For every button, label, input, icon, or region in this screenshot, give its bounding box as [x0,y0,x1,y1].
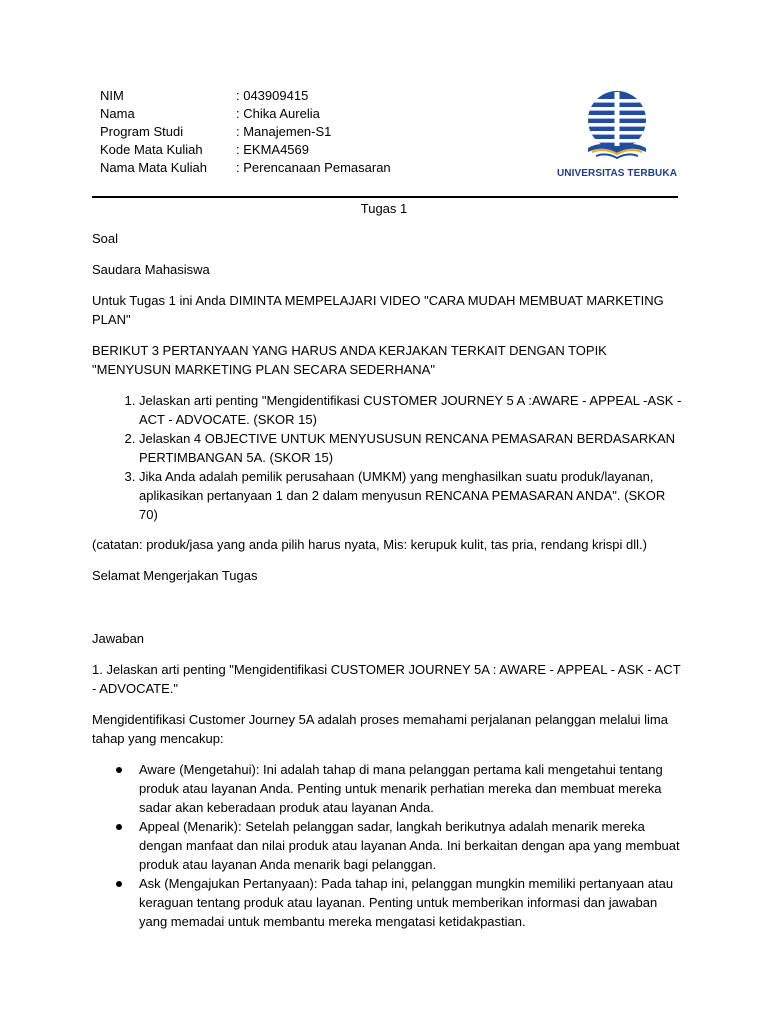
questions-lead: BERIKUT 3 PERTANYAAN YANG HARUS ANDA KERJAKAN TERKAIT DENGAN TOPIK "MENYUSUN MARKETING PLAN SECARA SEDERHANA" [92,343,607,377]
info-value: : Chika Aurelia [236,106,320,121]
info-label: Nama [100,106,135,121]
info-row-nama [100,105,391,123]
question-item: 2. Jelaskan 4 OBJECTIVE UNTUK MENYUSUSUN RENCANA PEMASARAN BERDASARKAN PERTIMBANGAN 5A. (SKOR 15) [139,429,682,467]
logo-text: UNIVERSITAS TERBUKA [556,168,678,179]
info-label: NIM [100,88,124,103]
info-value: : Manajemen-S1 [236,124,332,139]
note: (catatan: produk/jasa yang anda pilih harus nyata, Mis: kerupuk kulit, tas pria, rendang krispi dll.) [92,537,647,552]
greeting: Saudara Mahasiswa [92,262,210,277]
bullet-text: Appeal (Menarik): Setelah pelanggan sadar, langkah berikutnya adalah menarik mereka dengan manfaat dan nilai produk atau layanan Anda. Ini berkaitan dengan apa yang membuat produk atau layanan Anda menarik bagi pelanggan. [139,819,680,872]
globe-book-icon [582,90,652,162]
closing: Selamat Mengerjakan Tugas [92,568,258,583]
info-value: : 043909415 [236,88,309,103]
list-item [139,760,682,817]
document-body [92,229,682,931]
jawaban-heading: Jawaban [92,631,145,646]
question-list [92,391,682,524]
answer-intro: Mengidentifikasi Customer Journey 5A adalah proses memahami perjalanan pelanggan melalui lima tahap yang mencakup: [92,712,668,746]
bullet-icon [116,767,122,773]
bullet-text: Ask (Mengajukan Pertanyaan): Pada tahap ini, pelanggan mungkin memiliki pertanyaan atau keraguan tentang produk atau layanan. Penting untuk memberikan informasi dan jawaban yang memadai untuk membantu mereka mengatasi ketidakpastian. [139,876,674,929]
answer-question-1: 1. Jelaskan arti penting "Mengidentifikasi CUSTOMER JOURNEY 5A : AWARE - APPEAL - ASK - ACT - ADVOCATE." [92,662,681,696]
info-value: : Perencanaan Pemasaran [236,160,391,175]
bullet-icon [116,824,122,830]
info-row-program-studi [100,123,391,141]
question-item: 1. Jelaskan arti penting "Mengidentifikasi CUSTOMER JOURNEY 5 A :AWARE - APPEAL -ASK - ACT - ADVOCATE. (SKOR 15) [139,391,682,429]
info-value: : EKMA4569 [236,142,309,157]
header-divider [92,196,678,198]
assignment-intro: Untuk Tugas 1 ini Anda DIMINTA MEMPELAJARI VIDEO "CARA MUDAH MEMBUAT MARKETING PLAN" [92,293,664,327]
page-title: Tugas 1 [360,201,408,216]
bullet-icon [116,881,122,887]
info-label: Nama Mata Kuliah [100,160,207,175]
info-label: Kode Mata Kuliah [100,142,203,157]
university-logo [556,90,678,182]
list-item [139,817,682,874]
answer-bullet-list [92,760,682,931]
info-label: Program Studi [100,124,184,139]
info-row-nama-mata-kuliah [100,159,391,177]
soal-heading: Soal [92,231,119,246]
bullet-text: Aware (Mengetahui): Ini adalah tahap di mana pelanggan pertama kali mengetahui tentang produk atau layanan Anda. Penting untuk menarik perhatian mereka dan membuat mereka sadar akan keberadaan produk atau layanan Anda. [139,762,663,815]
question-item: 3. Jika Anda adalah pemilik perusahaan (UMKM) yang menghasilkan suatu produk/layanan, aplikasikan pertanyaan 1 dan 2 dalam menyusun RENCANA PEMASARAN ANDA". (SKOR 70) [139,467,682,524]
spacer [92,597,682,629]
student-info [100,87,391,177]
list-item [139,874,682,931]
info-row-kode-mata-kuliah [100,141,391,159]
info-row-nim [100,87,391,105]
